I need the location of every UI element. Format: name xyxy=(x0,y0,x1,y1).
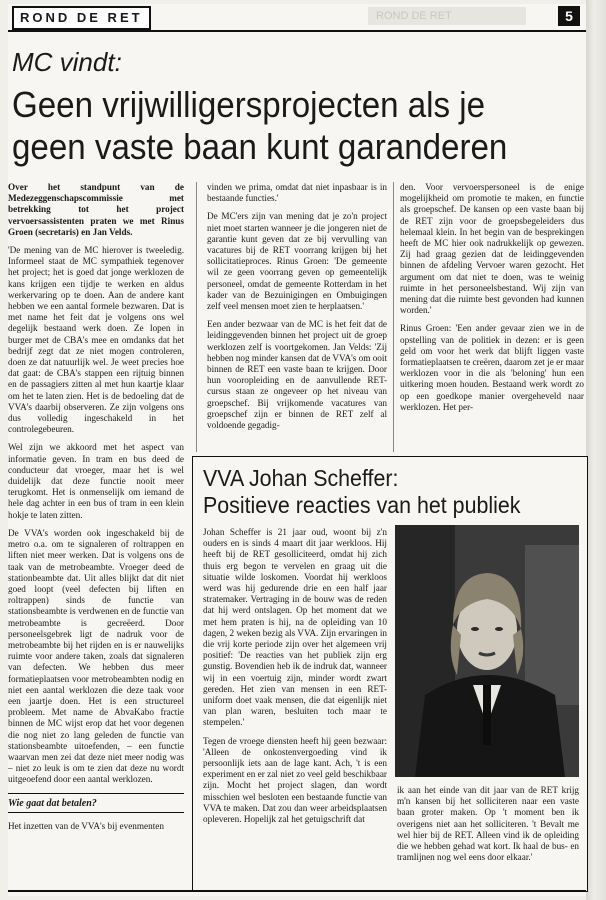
portrait-photo xyxy=(395,525,579,777)
sidebar-paragraph: Johan Scheffer is 21 jaar oud, woont bij z'n ouders en is sinds 4 maart dit jaar werkloos. Hij heeft bij de RET gesolliciteerd, omdat hij zich thuis erg begon te vervelen en graag uit die situatie wilde loskomen. Voordat hij werkloos werd was hij gedurende drie en een half jaar stratemaker. Vertraging in de bouw was de reden dat hij werd ontslagen. Op het moment dat we met hem praten is hij, na de opleiding van 10 dagen, 2 weken bezig als VVA. Zijn ervaringen in die vrij korte periode zijn over het algemeen vrij positief: 'De reacties van het publiek zijn erg gunstig. Bovendien heb ik de indruk dat, wanneer wij in een voertuig zijn, minder wordt zwart gereden. Het zien van mensen in een RET-uniform doet vaak mensen, die dat eigenlijk niet van plan waren, besluiten toch maar te stempelen.' xyxy=(203,527,387,728)
masthead xyxy=(8,4,586,32)
sidebar-title-line: VVA Johan Scheffer: xyxy=(203,465,399,491)
column-divider xyxy=(196,182,197,452)
sidebar-title-line: Positieve reacties van het publiek xyxy=(203,492,521,518)
article-column-1 xyxy=(8,182,184,839)
portrait-image xyxy=(395,525,579,777)
article-kicker: MC vindt: xyxy=(12,47,122,77)
sidebar-paragraph: Tegen de vroege diensten heeft hij geen bezwaar: 'Alleen de onkostenvergoeding vind ik persoonlijk iets aan de lage kant. Ach, 't is een experiment en er zal niet zo veel geld beschikbaar zijn. Mocht het project slagen, dan wordt misschien wel besloten een bestaande functie van VVA te maken. Dat zou dan weer arbeidsplaatsen opleveren. Hopelijk zal het getuigschrift dat xyxy=(203,735,387,825)
article-paragraph: De MC'ers zijn van mening dat je zo'n project niet moet starten wanneer je die jongeren niet de garantie kunt geven dat ze bij vervulling van vacatures bij de RET voorrang krijgen bij het sollicitatieproces. Rinus Groen: 'De gemeente wil ze geen voorrang geven op gemeentelijk personeel, omdat de gemeente Rotterdam in het kader van de Bezuinigingen en Ombuigingen zelf veel mensen moet zien te herplaatsen.' xyxy=(207,211,387,312)
article-paragraph: 'De mening van de MC hierover is tweeledig. Informeel staat de MC sympathiek tegenover het project; het is goed dat jonge werklozen de kans krijgen een tijdje te werken en aldus werkervaring op te doen. Aan de andere kant hebben we een aantal formele bezwaren. Dat is met name het feit dat je volgens ons wel degelijk bestaand werk doen. Ze lopen in burger met de CBA's mee en omdanks dat het bedrijf zegt dat ze niet mogen controleren, doen ze dat natuurlijk wel. Je weet precies hoe dat gaat: de CBA's stappen een rijtuig binnen en de passagiers zitten al met hun kaartje klaar om het te laten zien. Het is de bedoeling dat de VVA's daarbij observeren. Ze zijn volgens ons dus volledig ingeschakeld in het controlegebeuren. xyxy=(8,245,184,435)
article-column-2 xyxy=(207,182,387,438)
bleed-through-text: ROND DE RET xyxy=(368,7,526,25)
article-paragraph: den. Voor vervoerspersoneel is de enige mogelijkheid om promotie te maken, en functie als groepschef. De kansen op een vaste baan bij de RET zijn voor de groepsbegeleiders dus helemaal klein. In het begin van de besprekingen heeft de MC hier ook nadrukkelijk op gewezen. Zij had graag gezien dat de leidinggevenden binnen de afdeling Vervoer waren gezocht. Het argument om dat niet te doen, was te weinig ruimte in het personeelsbestand. Wij zijn van mening dat die ruimte best gevonden had kunnen worden.' xyxy=(400,182,584,316)
article-paragraph: Het inzetten van de VVA's bij evenmenten xyxy=(8,820,164,831)
article-paragraph: Wel zijn we akkoord met het aspect van informatie geven. In tram en bus deed de conducteur dat vroeger, maar het is wel duidelijk dat deze functie nooit meer terugkomt. Het is onmenselijk om iemand de hele dag achter in een bus of tram in een klein hokje te laten zitten. xyxy=(8,442,184,520)
sidebar-column-2 xyxy=(397,785,579,870)
article-paragraph: Een ander bezwaar van de MC is het feit dat de leidinggevenden binnen het project uit de groep werklozen zelf is voortgekomen. Jan Velds: 'Zij hebben nog minder kansen dat de VVA's om ooit binnen de RET een vaste baan te krijgen. Door hun vooropleiding en de aanvullende RET-cursus staan ze ongeveer op het niveau van groepschef. Bij vrijkomende vacatures van groepschef zijn er binnen de RET zelf al voldoende gegadig- xyxy=(207,319,387,431)
sidebar-box xyxy=(192,456,588,892)
article-paragraph: vinden we prima, omdat dat niet inpasbaar is in bestaande functies.' xyxy=(207,182,387,204)
page-bottom-rule xyxy=(8,890,586,892)
column-divider xyxy=(393,182,394,452)
section-subhead: Wie gaat dat betalen? xyxy=(8,793,184,813)
article-intro: Over het standpunt van de Medezeggenschapscommissie met betrekking tot het project vervoersassistenten praten we met Rinus Groen (secretaris) en Jan Velds. xyxy=(8,182,184,237)
sidebar-column-1 xyxy=(203,527,387,832)
sidebar-paragraph: ik aan het einde van dit jaar van de RET krijg m'n kansen bij het solliciteren naar een vaste baan groter maken. Op 't moment ben ik overigens niet aan het solliciteren. 't Bevalt me wel hier bij de RET. Alleen vind ik de opleiding die we hebben gehad wat kort. Ik haal de bus- en tramlijnen nog wel eens door elkaar.' xyxy=(397,785,579,863)
article-column-3 xyxy=(400,182,584,420)
page-number: 5 xyxy=(558,6,580,26)
article-paragraph: De VVA's worden ook ingeschakeld bij de metro o.a. om te signaleren of roltrappen en liften niet meer werken. Dat is volgens ons de taak van de metrobeambte. Vroeger deed de stationbeambte dat. Uit alles blijkt dat dit niet goed loopt (veel defecten bij liften en roltrappen) sinds de functie van stationsbeambte is verdwenen en de functie van metrobeambte is gecreëerd. Door personeelsgebrek ligt de nadruk voor de metrobeambte bij het rijden en is er nauwelijks ruimte voor andere taken, zoals dat signaleren van defecten. We hebben dus meer formatieplaatsen voor metrobeambten nodig en niet een aantal werklozen die deze taak voor een jaartje doen. Het is een structureel probleem. Met name de AbvaKabo fractie binnen de MC wijst erop dat het voor degenen die nog niet zo lang geleden de functie van stationsbeambte uitoefenden, – een functie waarvan men zei dat deze niet meer nodig was – niet zo leuk is om te zien dat deze nu wordt uitgeoefend door een aantal werklozen. xyxy=(8,527,184,785)
magazine-page xyxy=(8,4,586,896)
article-headline: Geen vrijwilligersprojecten als je geen vaste baan kunt garanderen xyxy=(12,84,508,167)
sidebar-title xyxy=(203,465,556,519)
masthead-logo: ROND DE RET xyxy=(12,6,151,30)
article-paragraph: Rinus Groen: 'Een ander gevaar zien we in de opstelling van de politiek in dezen: er is geen geld om voor het werk dat blijft liggen vaste formatieplaatsen te creëren, daarom zet je er maar werklozen voor in die als 'beloning' hun een uitkering moen houden. Bestaand werk wordt zo op een goedkope manier overgeheveld naar werklozen. Het per- xyxy=(400,323,584,412)
page-edge xyxy=(586,0,606,900)
